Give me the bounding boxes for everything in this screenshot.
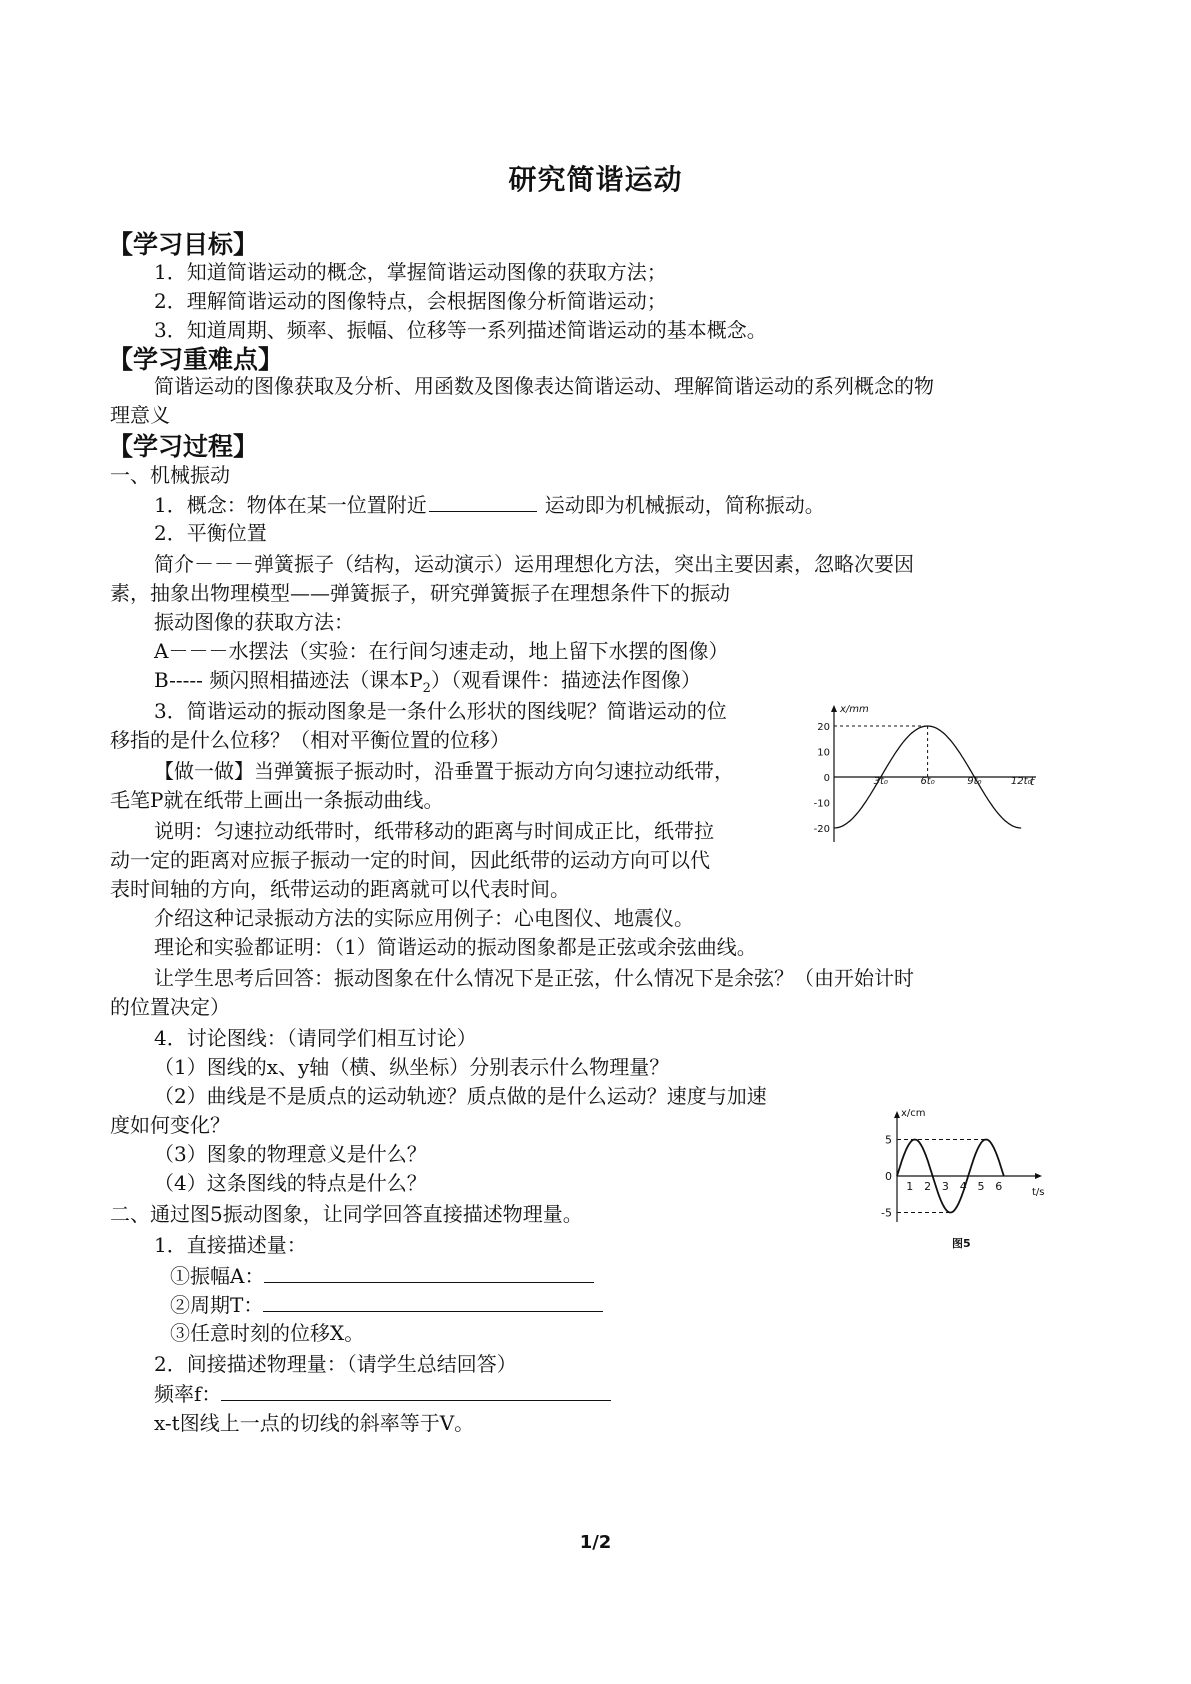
page-title: 研究简谐运动 bbox=[508, 163, 683, 196]
frequency-label: 频率f： bbox=[154, 1382, 222, 1406]
x-tick-label: 6 bbox=[995, 1180, 1003, 1193]
concept-text-b: 运动即为机械振动，简称振动。 bbox=[544, 493, 825, 517]
apps-line: 介绍这种记录振动方法的实际应用例子：心电图仪、地震仪。 bbox=[154, 906, 694, 930]
x-tick-label: 5 bbox=[977, 1180, 985, 1193]
amplitude-line bbox=[170, 1262, 594, 1289]
q3-line: 3．简谐运动的振动图象是一条什么形状的图线呢？简谐运动的位 bbox=[154, 699, 727, 723]
x-tick-label: 1 bbox=[906, 1180, 914, 1193]
x-tick-label: 6t₀ bbox=[920, 776, 935, 787]
key-text-line: 简谐运动的图像获取及分析、用函数及图像表达简谐运动、理解简谐运动的系列概念的物 bbox=[154, 374, 934, 398]
x-axis-label: t/s bbox=[1032, 1187, 1045, 1198]
slope-line: x-t图线上一点的切线的斜率等于V。 bbox=[154, 1411, 475, 1435]
answer-blank bbox=[263, 1291, 603, 1312]
chart-2-group bbox=[881, 1108, 1044, 1250]
indirect-title: 2．间接描述物理量：（请学生总结回答） bbox=[154, 1352, 517, 1376]
key-text-line: 理意义 bbox=[110, 403, 170, 427]
y-tick-label: 0 bbox=[823, 773, 830, 784]
vibration-chart-2 bbox=[870, 1104, 1060, 1254]
concept-text-a: 1．概念：物体在某一位置附近 bbox=[154, 493, 427, 517]
figure-caption: 图5 bbox=[952, 1237, 971, 1250]
amplitude-label: ①振幅A： bbox=[170, 1264, 265, 1288]
concept-line bbox=[154, 491, 825, 518]
y-axis-label: x/mm bbox=[840, 704, 869, 715]
intro-line: 素，抽象出物理模型——弹簧振子，研究弹簧振子在理想条件下的振动 bbox=[110, 581, 730, 605]
y-tick-label: -5 bbox=[881, 1206, 892, 1220]
y-axis-arrow bbox=[831, 705, 837, 712]
think-line: 的位置决定） bbox=[110, 995, 230, 1019]
q3-line: 移指的是什么位移？（相对平衡位置的位移） bbox=[110, 728, 510, 752]
doit-line: 【做一做】当弹簧振子振动时，沿垂置于振动方向匀速拉动纸带， bbox=[154, 759, 734, 783]
direct-title: 1．直接描述量： bbox=[154, 1233, 307, 1257]
intro-line: 简介－－－弹簧振子（结构，运动演示）运用理想化方法，突出主要因素，忽略次要因 bbox=[154, 552, 914, 576]
goal-item: 3．知道周期、频率、振幅、位移等一系列描述简谐运动的基本概念。 bbox=[154, 318, 767, 342]
process-heading: 【学习过程】 bbox=[108, 432, 259, 461]
method-b-subscript: 2 bbox=[422, 681, 431, 696]
note-line: 说明：匀速拉动纸带时，纸带移动的距离与时间成正比，纸带拉 bbox=[154, 819, 714, 843]
think-line: 让学生思考后回答：振动图象在什么情况下是正弦，什么情况下是余弦？（由开始计时 bbox=[154, 966, 914, 990]
theory-line: 理论和实验都证明：（1）简谐运动的振动图象都是正弦或余弦曲线。 bbox=[154, 935, 757, 959]
discuss-question: （1）图线的x、y轴（横、纵坐标）分别表示什么物理量？ bbox=[154, 1055, 670, 1079]
goal-item: 1．知道简谐运动的概念，掌握简谐运动图像的获取方法； bbox=[154, 260, 667, 284]
doit-line: 毛笔P就在纸带上画出一条振动曲线。 bbox=[110, 788, 444, 812]
method-b-text-end: ）（观看课件：描迹法作图像） bbox=[430, 668, 701, 692]
y-tick-label: 20 bbox=[817, 722, 830, 733]
y-tick-label: -20 bbox=[814, 824, 830, 835]
part2-title: 二、通过图5振动图象，让同学回答直接描述物理量。 bbox=[110, 1202, 583, 1226]
x-tick-label: 3t₀ bbox=[873, 776, 888, 787]
frequency-line bbox=[154, 1380, 611, 1407]
y-axis-arrow bbox=[894, 1111, 900, 1118]
y-tick-label: -10 bbox=[814, 798, 830, 810]
x-tick-label: 4 bbox=[959, 1180, 967, 1193]
vibration-chart-1 bbox=[814, 700, 1046, 848]
discuss-question: （2）曲线是不是质点的运动轨迹？质点做的是什么运动？速度与加速 bbox=[154, 1084, 767, 1108]
period-line bbox=[170, 1291, 603, 1318]
balance-item: 2．平衡位置 bbox=[154, 521, 267, 545]
x-tick-label: 9t₀ bbox=[967, 776, 982, 787]
x-tick-label: 3 bbox=[941, 1180, 949, 1193]
y-tick-label: 5 bbox=[885, 1133, 892, 1147]
x-tick-label: 2 bbox=[924, 1180, 932, 1193]
period-label: ②周期T： bbox=[170, 1293, 264, 1317]
discuss-question: （4）这条图线的特点是什么？ bbox=[154, 1171, 427, 1195]
discuss-question: （3）图象的物理意义是什么？ bbox=[154, 1142, 427, 1166]
y-axis-label: x/cm bbox=[901, 1108, 926, 1119]
note-line: 动一定的距离对应振子振动一定的时间，因此纸带的运动方向可以代 bbox=[110, 848, 710, 872]
y-tick-label: 0 bbox=[885, 1170, 892, 1183]
method-title: 振动图像的获取方法： bbox=[154, 610, 354, 634]
x-axis-arrow bbox=[1035, 1173, 1042, 1179]
discuss-line: 4．讨论图线：（请同学们相互讨论） bbox=[154, 1026, 477, 1050]
answer-blank bbox=[264, 1262, 594, 1283]
answer-blank bbox=[429, 491, 537, 512]
displacement-line: ③任意时刻的位移X。 bbox=[170, 1321, 365, 1345]
x-axis-label: t bbox=[1030, 775, 1035, 788]
goal-item: 2．理解简谐运动的图像特点，会根据图像分析简谐运动； bbox=[154, 289, 667, 313]
note-line: 表时间轴的方向，纸带运动的距离就可以代表时间。 bbox=[110, 877, 570, 901]
chart-1-group bbox=[814, 704, 1036, 842]
page-number: 1/2 bbox=[579, 1532, 612, 1553]
method-b-text: B----- 频闪照相描迹法（课本P bbox=[154, 668, 423, 692]
method-b bbox=[154, 667, 701, 702]
answer-blank bbox=[221, 1380, 611, 1401]
y-tick-label: 10 bbox=[817, 747, 830, 759]
key-heading: 【学习重难点】 bbox=[108, 345, 284, 374]
part1-title: 一、机械振动 bbox=[110, 463, 230, 487]
goals-heading: 【学习目标】 bbox=[108, 230, 259, 259]
discuss-question-cont: 度如何变化？ bbox=[110, 1113, 230, 1137]
method-a: A－－－水摆法（实验：在行间匀速走动，地上留下水摆的图像） bbox=[154, 639, 729, 663]
x-tick-label: 12t₀ bbox=[1010, 776, 1032, 787]
